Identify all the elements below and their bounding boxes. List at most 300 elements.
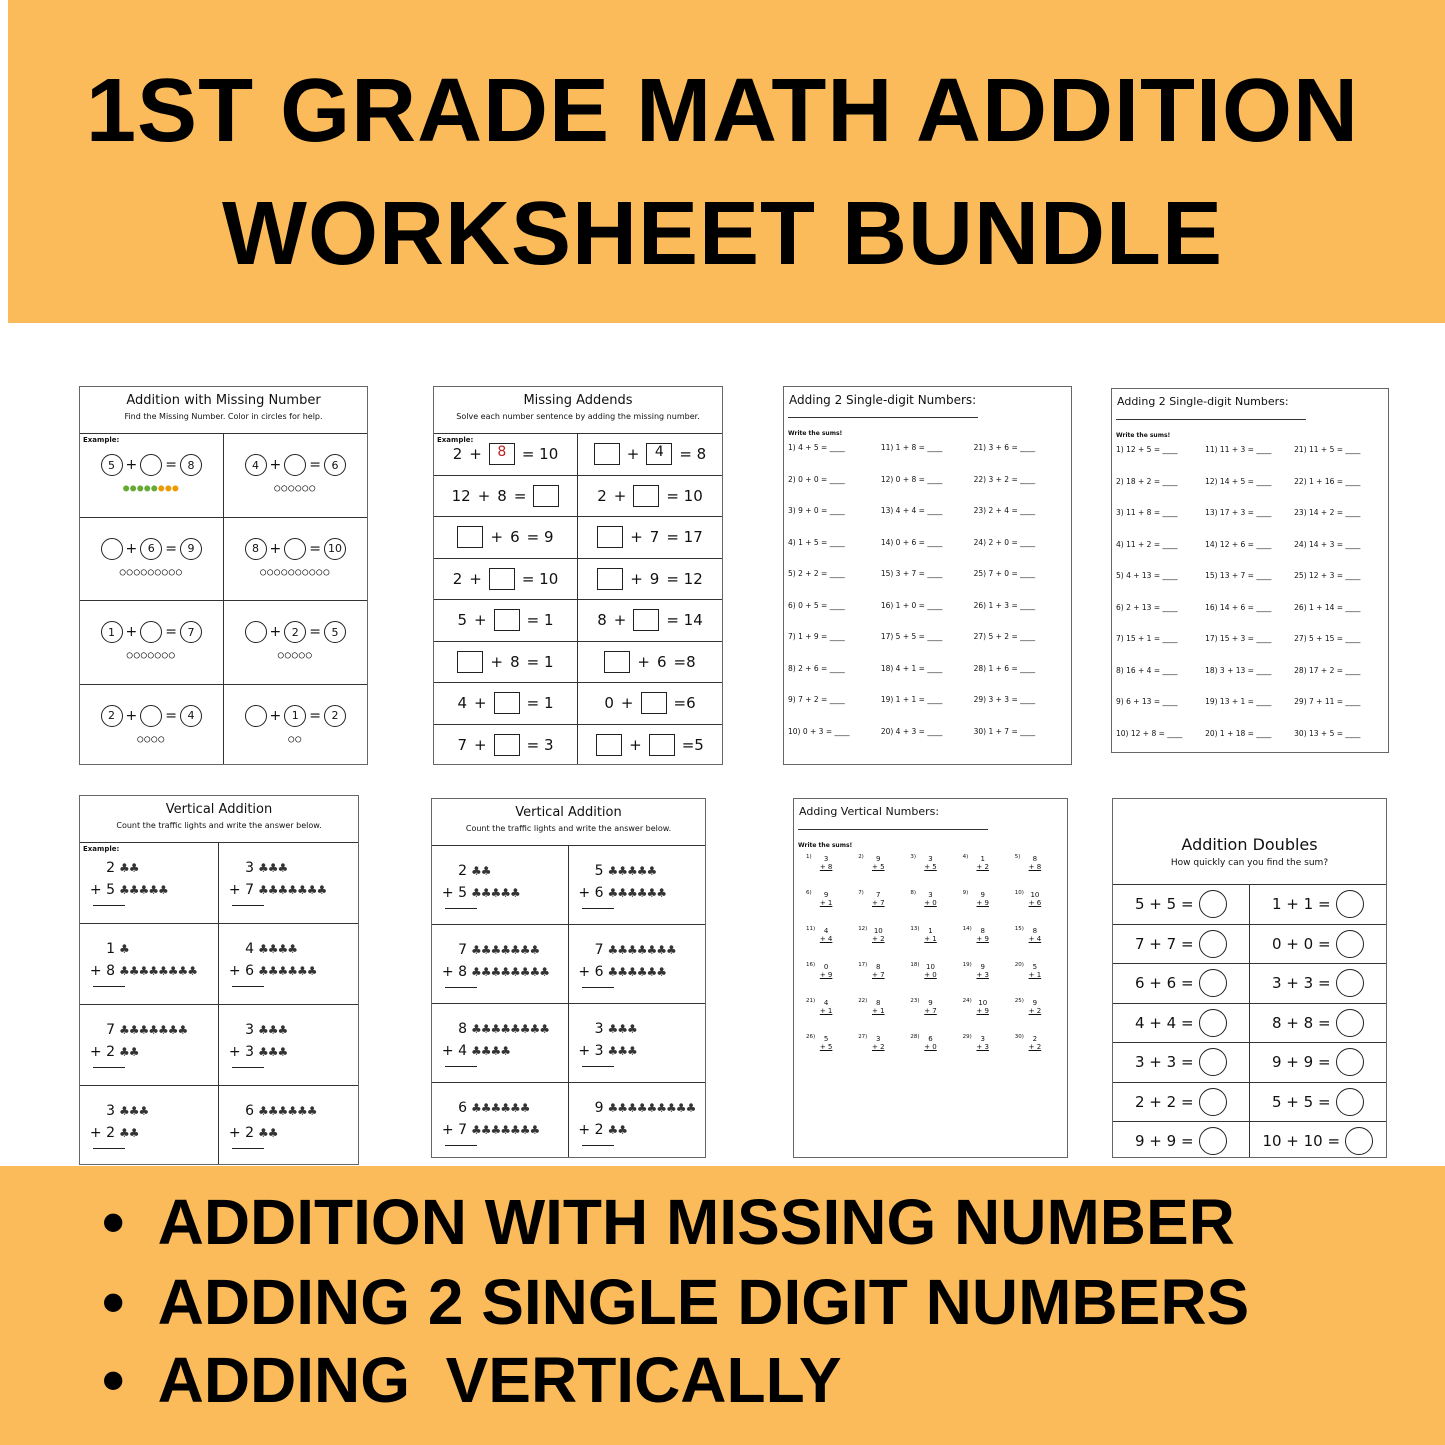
addend: + 2 <box>89 1044 115 1060</box>
answer-box <box>494 734 520 756</box>
equation <box>1250 964 1387 1003</box>
vertical-problem <box>1009 855 1061 871</box>
answer-circle <box>1336 1088 1364 1116</box>
top-line <box>87 1019 218 1041</box>
addend: + 0 <box>924 899 937 907</box>
problem-cell <box>219 924 358 1005</box>
vertical-problem <box>80 1086 218 1149</box>
answer-line <box>582 908 614 909</box>
result: = 17 <box>666 528 703 547</box>
result: = 14 <box>666 611 703 630</box>
problem-cell <box>434 559 578 601</box>
plus-sign: + <box>629 735 642 754</box>
problem: 7) 15 + 1 = ____ <box>1116 634 1178 643</box>
equals-sign: = <box>309 457 321 473</box>
traffic-light-icons: ♣♣ <box>119 1126 139 1140</box>
problem: 9) 7 + 2 = ____ <box>788 695 845 704</box>
problem-cell <box>1250 1122 1387 1158</box>
problem-number: 20) <box>1014 962 1024 968</box>
traffic-light-icons: ♣♣♣ <box>258 861 288 875</box>
answer-line <box>582 1145 614 1146</box>
traffic-light-icons: ♣♣♣♣♣ <box>471 886 520 900</box>
equation <box>578 683 722 724</box>
addend: + 7 <box>228 882 254 898</box>
problem: 29) 3 + 3 = ____ <box>973 695 1036 704</box>
problem-column <box>1205 445 1289 753</box>
helper-circles: ○○○○○○○ <box>126 650 176 661</box>
vertical-problem <box>569 1083 706 1146</box>
equation <box>1113 964 1249 1003</box>
answer-box <box>641 692 667 714</box>
bullet-item: • ADDITION WITH MISSING NUMBER <box>102 1186 1235 1258</box>
problem: 30) 13 + 5 = ____ <box>1294 728 1361 738</box>
addend: 3 <box>106 1103 115 1119</box>
problem-number: 12) <box>858 926 868 932</box>
problem: 2) 18 + 2 = ____ <box>1116 476 1178 486</box>
problem: 12) 14 + 5 = ____ <box>1205 476 1272 486</box>
problem: 6) 0 + 5 = ____ <box>788 600 845 610</box>
equation <box>1250 1043 1387 1082</box>
vertical-problem <box>852 999 904 1015</box>
addend: + 5 <box>89 882 115 898</box>
problem-grid <box>794 849 1067 1051</box>
plus-sign: + <box>620 694 634 713</box>
example-label: Example: <box>83 436 120 444</box>
answer-circle <box>1345 1127 1373 1155</box>
traffic-light-icons: ♣♣ <box>471 864 491 878</box>
problem-cell <box>432 925 569 1004</box>
number-circle: 2 <box>284 621 306 643</box>
plus-sign: + <box>626 445 640 464</box>
number: 9 <box>649 569 660 588</box>
problem-number: 13) <box>910 926 920 932</box>
equation <box>1113 1122 1249 1158</box>
answer-box <box>633 609 659 631</box>
plus-sign: + <box>269 540 282 557</box>
problem: 29) 7 + 11 = ____ <box>1294 697 1361 706</box>
sheet-subtitle: Count the traffic lights and write the answer below. <box>116 821 322 830</box>
equals-sign: = <box>309 540 321 557</box>
addend: 4 <box>823 927 829 935</box>
answer-box <box>633 485 659 507</box>
problem: 10) 0 + 3 = ____ <box>788 726 850 736</box>
answer-circle <box>1199 1127 1227 1155</box>
bottom-line <box>226 960 358 982</box>
addend: 5 <box>823 1035 829 1043</box>
helper-circles: ○○○○○○○○○○ <box>260 566 331 578</box>
number: 2 <box>452 569 463 588</box>
problem: 11) 11 + 3 = ____ <box>1205 445 1272 454</box>
answer-line <box>93 1067 125 1068</box>
number-circle: 10 <box>324 538 346 560</box>
problem: 15) 3 + 7 = ____ <box>880 569 943 578</box>
problem: 28) 17 + 2 = ____ <box>1294 665 1361 675</box>
bullet-text: ADDING VERTICALLY <box>157 1344 842 1416</box>
problem: 19) 1 + 1 = ____ <box>880 695 943 704</box>
problem: 17) 5 + 5 = ____ <box>880 632 943 641</box>
problem: 23) 2 + 4 = ____ <box>973 506 1036 515</box>
problem-number: 30) <box>1014 1034 1024 1040</box>
equation <box>80 454 223 476</box>
answer-line <box>445 1145 477 1146</box>
addend: 3 <box>594 1021 604 1037</box>
problem-cell <box>80 1005 219 1086</box>
problem-cell <box>1250 964 1387 1004</box>
addend: 9 <box>823 891 829 899</box>
problem-column <box>1116 445 1200 753</box>
top-line <box>87 857 218 879</box>
addend: 9 <box>980 963 985 971</box>
problem-column <box>788 443 875 758</box>
equation <box>224 538 368 560</box>
number-circle: 4 <box>245 454 267 476</box>
worksheet-vertical-addition-1 <box>79 795 359 1165</box>
problem-number: 24) <box>962 998 972 1004</box>
problem-cell <box>80 518 224 602</box>
equation <box>578 600 722 641</box>
expression: 5 + 5 = <box>1134 895 1194 914</box>
addend: 6 <box>928 1035 933 1043</box>
vertical-problem <box>219 1086 358 1149</box>
vertical-problem <box>219 843 358 906</box>
problem-number: 15) <box>1014 926 1024 932</box>
addend: 2 <box>458 863 467 879</box>
answer-line <box>93 986 125 987</box>
bottom-line <box>87 1122 218 1144</box>
problem-grid <box>434 434 722 765</box>
instruction: Write the sums! <box>788 430 843 437</box>
problem: 20) 1 + 18 = ____ <box>1205 728 1272 738</box>
worksheet-missing-number <box>79 386 368 765</box>
addend: + 3 <box>228 1044 254 1060</box>
answer-line <box>232 986 264 987</box>
addend: + 0 <box>924 1043 937 1051</box>
number-circle: 6 <box>140 538 162 560</box>
number: 7 <box>649 528 660 547</box>
filled-circle: ● <box>158 483 166 494</box>
answer-circle <box>1199 1009 1227 1037</box>
problem: 10) 12 + 8 = ____ <box>1116 728 1183 738</box>
worksheet-missing-addends <box>433 386 723 765</box>
problem: 12) 0 + 8 = ____ <box>880 474 943 484</box>
addend: + 3 <box>578 1043 604 1059</box>
problem-cell <box>1113 925 1250 965</box>
example-label: Example: <box>83 845 120 853</box>
answer-box <box>604 651 630 673</box>
number-circle <box>140 621 162 643</box>
plus-sign: + <box>269 624 282 640</box>
problem: 16) 14 + 6 = ____ <box>1205 602 1272 612</box>
traffic-light-icons: ♣♣♣♣♣♣♣ <box>471 943 540 957</box>
addend: 5 <box>594 863 604 879</box>
vertical-problem <box>432 1083 568 1146</box>
addend: 3 <box>245 1022 254 1038</box>
sheet-header <box>432 799 705 846</box>
worksheet-single-digit-1 <box>783 386 1072 765</box>
answer-box <box>649 734 675 756</box>
sheet-header <box>80 387 367 434</box>
result: =6 <box>673 694 696 713</box>
traffic-light-icons: ♣♣♣♣♣♣♣ <box>607 943 676 957</box>
problem-cell <box>434 476 578 518</box>
addend: + 2 <box>1028 1043 1042 1051</box>
problem: 13) 4 + 4 = ____ <box>880 506 943 515</box>
bullet-text: ADDING 2 SINGLE DIGIT NUMBERS <box>157 1266 1250 1338</box>
vertical-problem <box>432 846 568 909</box>
vertical-problem <box>800 891 852 907</box>
equation <box>224 454 368 476</box>
top-line <box>439 860 568 882</box>
vertical-problem <box>800 927 852 943</box>
addend: + 2 <box>1028 1007 1042 1015</box>
problem: 14) 12 + 6 = ____ <box>1205 539 1272 549</box>
expression: 3 + 3 = <box>1134 1053 1194 1072</box>
title-line-2: WORKSHEET BUNDLE <box>222 184 1223 284</box>
worksheet-vertical-numbers <box>793 798 1068 1158</box>
vertical-problem <box>219 1005 358 1068</box>
vertical-problem <box>852 891 904 907</box>
traffic-light-icons: ♣♣♣♣♣♣♣♣ <box>471 1022 550 1036</box>
addend: + 7 <box>924 1007 937 1015</box>
bullet-item: • ADDING 2 SINGLE DIGIT NUMBERS <box>102 1266 1250 1338</box>
sheet-header <box>1113 799 1386 885</box>
top-line <box>576 939 706 961</box>
equation <box>1250 1122 1387 1158</box>
answer-box <box>494 609 520 631</box>
problem: 22) 3 + 2 = ____ <box>973 474 1036 484</box>
problem-number: 18) <box>910 962 920 968</box>
vertical-problem <box>800 999 852 1015</box>
problem-column <box>1294 445 1378 753</box>
traffic-light-icons: ♣ <box>119 942 129 956</box>
problem-cell <box>1250 1043 1387 1083</box>
problem: 3) 9 + 0 = ____ <box>788 506 845 515</box>
expression: 9 + 9 = <box>1134 1132 1194 1151</box>
addend: + 8 <box>441 964 467 980</box>
addend: 3 <box>245 860 254 876</box>
vertical-problem <box>1009 927 1061 943</box>
problem-cell <box>80 601 224 685</box>
equation <box>224 621 368 643</box>
traffic-light-icons: ♣♣♣♣♣♣♣ <box>119 1023 188 1037</box>
answer-box <box>533 485 559 507</box>
problem-number: 11) <box>806 926 816 932</box>
problem: 8) 2 + 6 = ____ <box>788 663 845 673</box>
top-line <box>576 1097 706 1119</box>
problem-cell <box>1113 964 1250 1004</box>
equation <box>434 476 577 517</box>
vertical-problem <box>904 1035 956 1051</box>
problem: 4) 11 + 2 = ____ <box>1116 539 1178 549</box>
addend: + 1 <box>819 899 833 907</box>
number: 8 <box>497 486 507 505</box>
equation <box>1113 1004 1249 1043</box>
problem: 9) 6 + 13 = ____ <box>1116 697 1178 706</box>
vertical-problem <box>569 925 706 988</box>
answer-line <box>445 987 477 988</box>
vertical-problem <box>852 855 904 871</box>
bottom-line <box>226 1122 358 1144</box>
sheet-title: Adding 2 Single-digit Numbers: <box>1117 395 1289 408</box>
problem-cell <box>434 600 578 642</box>
addend: 9 <box>928 999 933 1007</box>
problem-cell <box>1250 925 1387 965</box>
addend: 10 <box>978 999 988 1007</box>
problem-column <box>974 443 1061 758</box>
top-line <box>87 1100 218 1122</box>
number-circle: 2 <box>324 705 346 727</box>
problem-cell <box>1113 1122 1250 1158</box>
problem-cell <box>80 1086 219 1165</box>
result: = 12 <box>666 569 703 588</box>
addend: + 1 <box>872 1007 885 1015</box>
expression: 9 + 9 = <box>1271 1053 1331 1072</box>
addend: 9 <box>876 855 881 863</box>
problem-cell <box>578 559 722 601</box>
worksheet-addition-doubles <box>1112 798 1387 1158</box>
problem-grid <box>80 843 358 1165</box>
problem-cell <box>434 683 578 725</box>
plus-sign: + <box>490 528 504 547</box>
problem-cell <box>578 725 722 766</box>
addend: 9 <box>1032 999 1038 1007</box>
vertical-problem <box>852 963 904 979</box>
answer-line <box>582 987 614 988</box>
vertical-problem <box>432 925 568 988</box>
plus-sign: + <box>269 457 282 473</box>
addend: 2 <box>106 860 115 876</box>
traffic-light-icons: ♣♣♣♣♣♣ <box>471 1101 530 1115</box>
problem-number: 6) <box>806 890 812 896</box>
title-underline <box>788 417 978 418</box>
addend: + 4 <box>441 1043 467 1059</box>
problem-cell <box>224 685 368 766</box>
traffic-light-icons: ♣♣♣ <box>258 1023 288 1037</box>
equation <box>1113 885 1249 924</box>
bottom-line <box>87 879 218 901</box>
sheet-title: Vertical Addition <box>515 805 622 820</box>
expression: 4 + 4 = <box>1134 1013 1194 1032</box>
equation <box>434 683 577 724</box>
plus-sign: + <box>630 569 643 588</box>
addend: + 9 <box>976 935 989 943</box>
addend: 9 <box>980 891 985 899</box>
problem-cell <box>569 846 706 925</box>
addend: + 2 <box>872 1043 885 1051</box>
problem-grid <box>1113 885 1386 1158</box>
number: 12 <box>451 486 471 505</box>
sheet-title: Vertical Addition <box>165 802 273 817</box>
problem-columns <box>784 437 1071 758</box>
result: = 1 <box>526 611 554 630</box>
worksheet-single-digit-2 <box>1111 388 1389 753</box>
filled-circle: ● <box>165 483 173 494</box>
number: 0 <box>604 694 614 713</box>
addend: 5 <box>1032 963 1038 971</box>
problem-number: 19) <box>962 962 972 968</box>
problem: 4) 1 + 5 = ____ <box>788 537 845 547</box>
traffic-light-icons: ♣♣ <box>119 1045 139 1059</box>
bottom-line <box>576 1119 706 1141</box>
top-line <box>226 857 358 879</box>
problem: 22) 1 + 16 = ____ <box>1294 476 1361 486</box>
sheet-header <box>434 387 722 434</box>
addend: 3 <box>928 891 933 899</box>
number: 8 <box>597 611 607 630</box>
vertical-problem <box>800 855 852 871</box>
number-circle: 1 <box>284 705 306 727</box>
answer-box <box>489 568 515 590</box>
problem-cell <box>224 434 368 518</box>
worksheet-vertical-addition-2 <box>431 798 706 1158</box>
addend: + 7 <box>441 1122 467 1138</box>
vertical-problem <box>800 963 852 979</box>
problem-number: 25) <box>1014 998 1024 1004</box>
title-line-1: 1ST GRADE MATH ADDITION <box>86 61 1359 161</box>
addend: + 6 <box>1028 899 1042 907</box>
number: 2 <box>597 486 607 505</box>
addend: + 2 <box>228 1125 254 1141</box>
answer-box <box>597 568 623 590</box>
problem-cell <box>219 843 358 924</box>
traffic-light-icons: ♣♣♣♣♣♣♣♣ <box>471 965 550 979</box>
plus-sign: + <box>474 735 487 754</box>
plus-sign: + <box>125 540 138 557</box>
problem-columns <box>1112 439 1388 753</box>
vertical-problem <box>1009 963 1061 979</box>
answer-circle <box>1199 890 1227 918</box>
top-line <box>226 938 358 960</box>
answer-circle <box>1199 1088 1227 1116</box>
problem: 11) 1 + 8 = ____ <box>880 443 943 452</box>
top-line <box>576 1018 706 1040</box>
addend: + 9 <box>819 971 833 979</box>
sheet-subtitle: How quickly can you find the sum? <box>1170 858 1329 868</box>
problem-number: 3) <box>910 854 917 860</box>
addend: + 6 <box>578 964 604 980</box>
problem-cell <box>434 725 578 766</box>
sheet-title: Addition with Missing Number <box>126 393 321 408</box>
vertical-problem <box>800 1035 852 1051</box>
vertical-problem <box>1009 999 1061 1015</box>
plus-sign: + <box>474 611 487 630</box>
equation <box>1250 1004 1387 1043</box>
problem-cell <box>1250 885 1387 925</box>
top-line <box>87 938 218 960</box>
problem-cell <box>1113 1043 1250 1083</box>
bottom-line <box>439 882 568 904</box>
problem-cell <box>80 843 219 924</box>
problem: 5) 4 + 13 = ____ <box>1116 571 1178 580</box>
equation <box>80 705 223 727</box>
addend: + 5 <box>441 885 467 901</box>
addend: 8 <box>1032 927 1038 935</box>
problem-cell <box>569 1004 706 1083</box>
equals-sign: = <box>165 457 177 473</box>
problem-cell <box>578 476 722 518</box>
problem: 25) 12 + 3 = ____ <box>1294 571 1361 580</box>
problem-cell <box>578 434 722 476</box>
equals-sign: = <box>309 624 321 640</box>
plus-sign: + <box>637 652 650 671</box>
number: 4 <box>457 694 468 713</box>
traffic-light-icons: ♣♣♣ <box>607 1022 637 1036</box>
equation <box>1113 1083 1249 1122</box>
equation <box>578 642 722 683</box>
number: 4 <box>646 443 672 465</box>
answer-box <box>457 651 483 673</box>
addend: + 8 <box>1028 863 1042 871</box>
